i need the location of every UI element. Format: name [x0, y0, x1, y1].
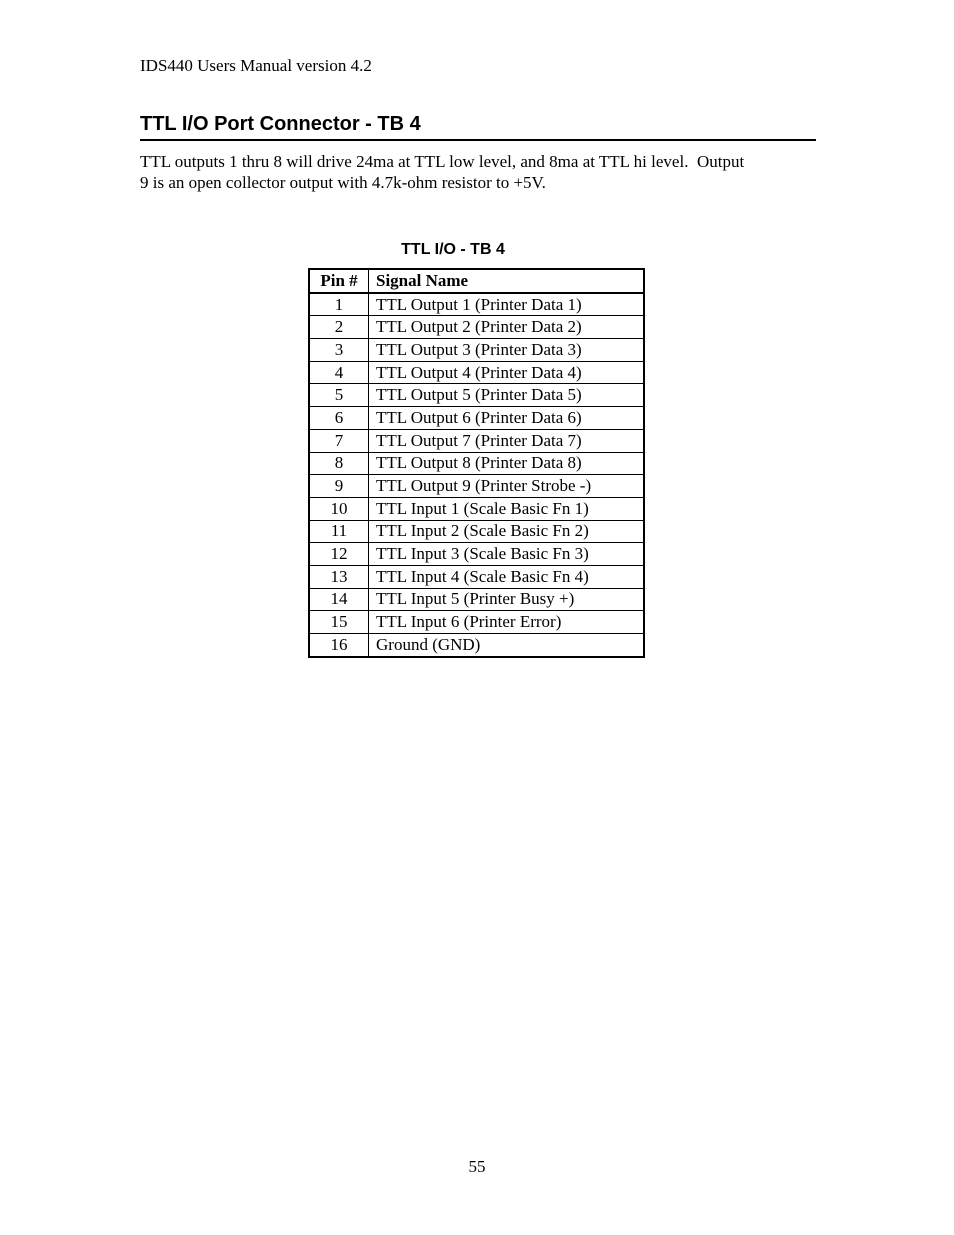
intro-line-2: 9 is an open collector output with 4.7k-ohm resistor to +5V. — [140, 173, 546, 192]
table-row — [309, 384, 644, 407]
pin-number-cell: 7 — [309, 429, 369, 452]
signal-name-cell: TTL Output 1 (Printer Data 1) — [369, 293, 645, 316]
table-row — [309, 588, 644, 611]
pin-number-cell: 12 — [309, 543, 369, 566]
signal-name-cell: Ground (GND) — [369, 634, 645, 657]
table-row — [309, 452, 644, 475]
table-row — [309, 293, 644, 316]
pin-number-cell: 13 — [309, 565, 369, 588]
signal-name-cell: TTL Output 5 (Printer Data 5) — [369, 384, 645, 407]
table-header-row — [309, 269, 644, 293]
pin-number-cell: 5 — [309, 384, 369, 407]
pin-number-cell: 6 — [309, 407, 369, 430]
pin-number-cell: 11 — [309, 520, 369, 543]
intro-paragraph — [140, 151, 816, 193]
intro-line-1: TTL outputs 1 thru 8 will drive 24ma at TTL low level, and 8ma at TTL hi level. Output — [140, 152, 745, 171]
table-row — [309, 611, 644, 634]
signal-name-cell: TTL Output 4 (Printer Data 4) — [369, 361, 645, 384]
pin-number-cell: 14 — [309, 588, 369, 611]
signal-name-cell: TTL Input 3 (Scale Basic Fn 3) — [369, 543, 645, 566]
pin-number-cell: 10 — [309, 497, 369, 520]
table-row — [309, 634, 644, 657]
signal-name-cell: TTL Output 3 (Printer Data 3) — [369, 339, 645, 362]
column-header-signal: Signal Name — [369, 269, 645, 293]
signal-name-cell: TTL Output 8 (Printer Data 8) — [369, 452, 645, 475]
signal-name-cell: TTL Output 9 (Printer Strobe -) — [369, 475, 645, 498]
pin-number-cell: 15 — [309, 611, 369, 634]
pin-number-cell: 9 — [309, 475, 369, 498]
table-row — [309, 429, 644, 452]
table-row — [309, 339, 644, 362]
table-row — [309, 407, 644, 430]
signal-name-cell: TTL Input 4 (Scale Basic Fn 4) — [369, 565, 645, 588]
page-number: 55 — [468, 1157, 486, 1176]
pin-number-cell: 2 — [309, 316, 369, 339]
section-title: TTL I/O Port Connector - TB 4 — [140, 112, 816, 141]
table-row — [309, 497, 644, 520]
pin-number-cell: 4 — [309, 361, 369, 384]
pin-number-cell: 16 — [309, 634, 369, 657]
table-caption: TTL I/O - TB 4 — [401, 241, 505, 258]
signal-name-cell: TTL Input 5 (Printer Busy +) — [369, 588, 645, 611]
pin-number-cell: 1 — [309, 293, 369, 316]
pin-table — [308, 268, 645, 658]
table-row — [309, 475, 644, 498]
signal-name-cell: TTL Input 1 (Scale Basic Fn 1) — [369, 497, 645, 520]
signal-name-cell: TTL Output 6 (Printer Data 6) — [369, 407, 645, 430]
table-row — [309, 565, 644, 588]
signal-name-cell: TTL Input 2 (Scale Basic Fn 2) — [369, 520, 645, 543]
running-header: IDS440 Users Manual version 4.2 — [140, 56, 372, 75]
signal-name-cell: TTL Output 2 (Printer Data 2) — [369, 316, 645, 339]
signal-name-cell: TTL Output 7 (Printer Data 7) — [369, 429, 645, 452]
table-row — [309, 361, 644, 384]
table-row — [309, 520, 644, 543]
table-row — [309, 316, 644, 339]
pin-number-cell: 3 — [309, 339, 369, 362]
signal-name-cell: TTL Input 6 (Printer Error) — [369, 611, 645, 634]
pin-number-cell: 8 — [309, 452, 369, 475]
table-row — [309, 543, 644, 566]
column-header-pin: Pin # — [309, 269, 369, 293]
pin-table-body — [309, 293, 644, 657]
